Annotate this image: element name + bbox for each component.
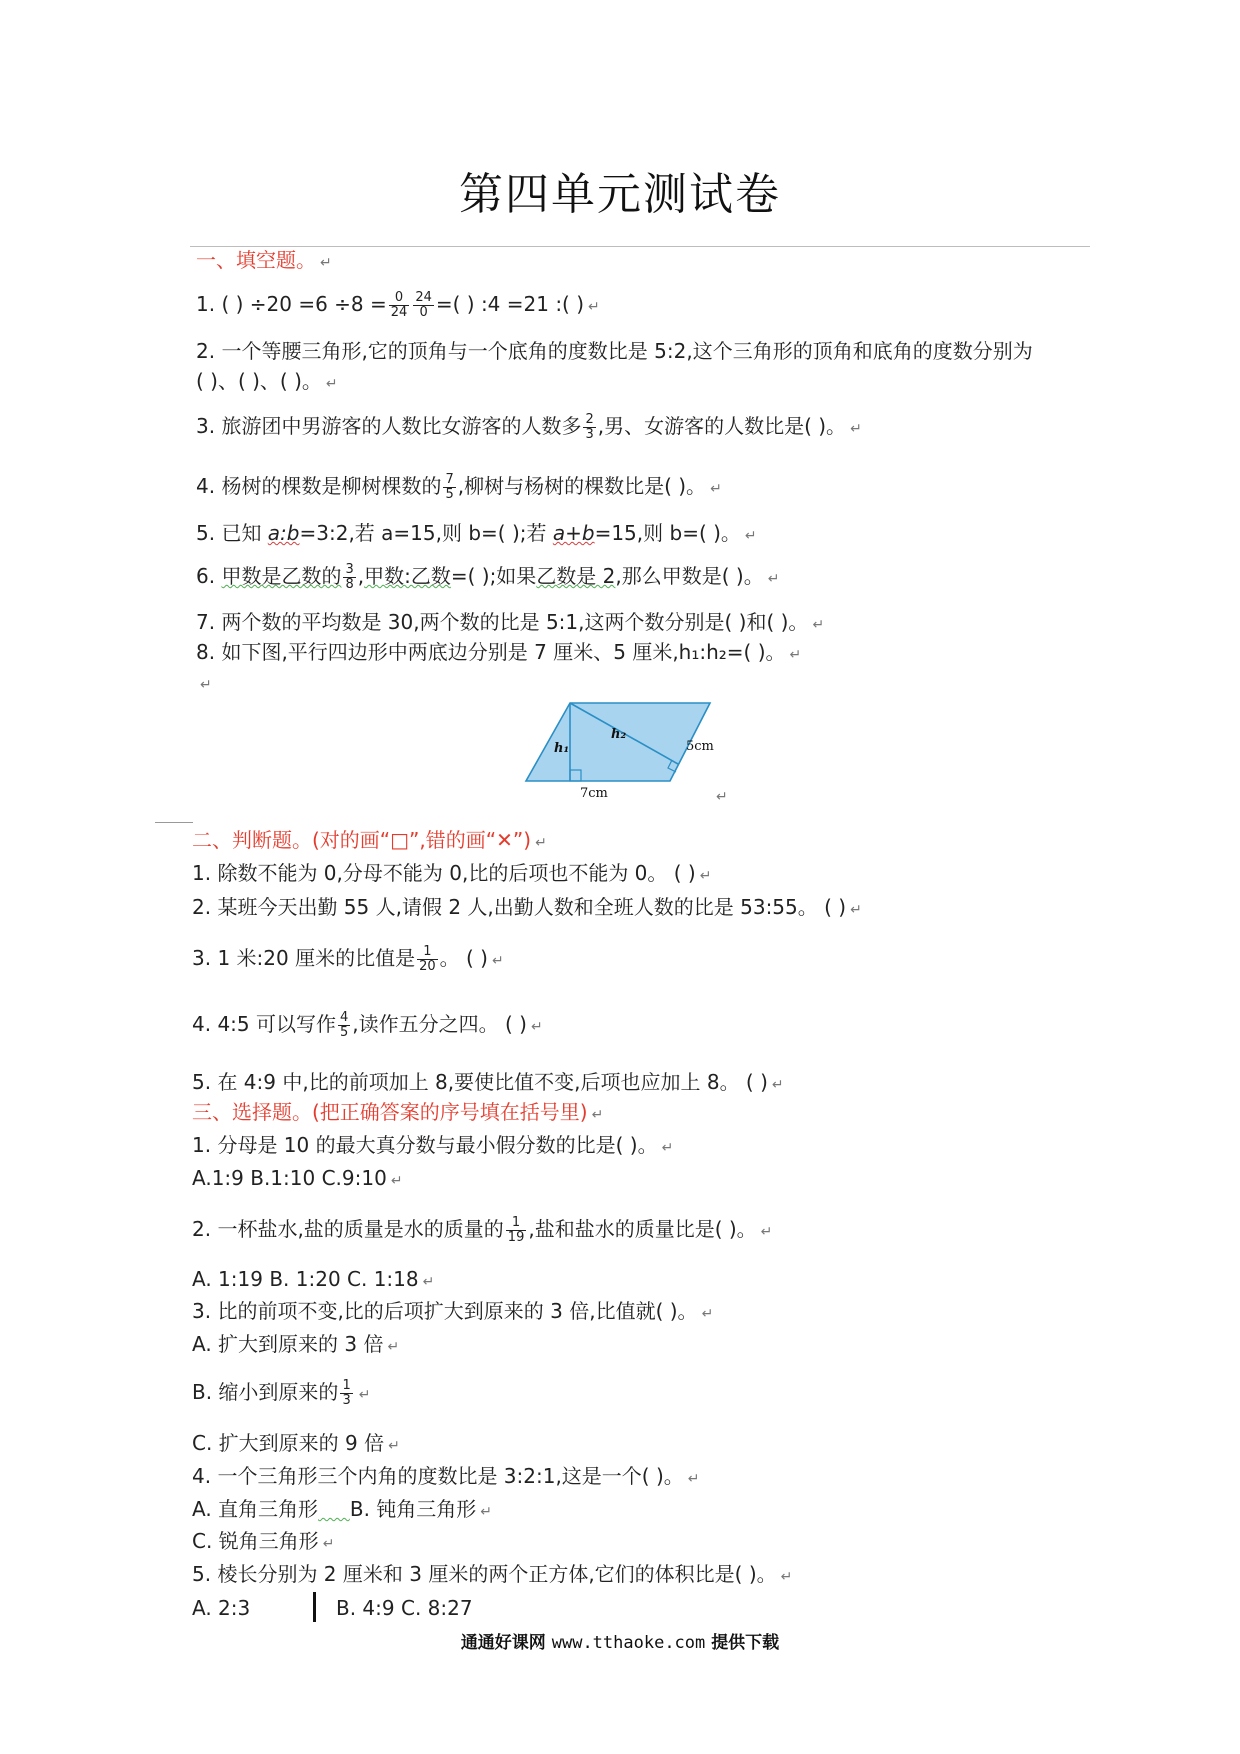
label-side-5cm: 5cm (686, 739, 714, 754)
label-base-7cm: 7cm (580, 786, 608, 798)
page-title: 第四单元测试卷 (459, 169, 781, 220)
question-3-3-option-a: A. 扩大到原来的 3 倍 ↵ (192, 1332, 400, 1356)
margin-mark (155, 822, 193, 823)
question-3-3-option-c: C. 扩大到原来的 9 倍 ↵ (192, 1431, 400, 1455)
question-3-1-options: A.1:9 B.1:10 C.9:10 ↵ (192, 1166, 403, 1190)
label-h2: h₂ (611, 727, 627, 742)
section2-heading: 二、判断题。(对的画“□”,错的画“✕”) ↵ (192, 828, 547, 852)
question-2-2: 2. 某班今天出勤 55 人,请假 2 人,出勤人数和全班人数的比是 53:55。 ( ) ↵ (192, 895, 862, 919)
question-3-4-options-ab: A. 直角三角形 B. 钝角三角形 ↵ (192, 1497, 493, 1521)
label-h1: h₁ (554, 741, 570, 756)
question-1-6: 6. 甲数是乙数的 $\frac{3}{8}$ ,甲数:乙数=( );如果乙数是 2,那么甲数是( )。 ↵ (196, 562, 780, 592)
question-3-5-options-bc: B. 4:9 C. 8:27 (336, 1596, 473, 1620)
question-3-5: 5. 棱长分别为 2 厘米和 3 厘米的两个正方体,它们的体积比是( )。 ↵ (192, 1562, 793, 1586)
figure-para-mark: ↵ (716, 789, 728, 805)
question-3-3: 3. 比的前项不变,比的后项扩大到原来的 3 倍,比值就( )。 ↵ (192, 1299, 714, 1323)
question-3-3-option-b: B. 缩小到原来的 $\frac{1}{3}$ ↵ (192, 1378, 371, 1408)
parallelogram-figure (518, 698, 738, 798)
question-3-5-option-a: A. 2:3 (192, 1596, 251, 1620)
question-1-7: 7. 两个数的平均数是 30,两个数的比是 5:1,这两个数分别是( )和( )。 ↵ (196, 610, 825, 634)
text-cursor-bar (313, 1592, 316, 1622)
question-2-3: 3. 1 米:20 厘米的比值是 $\frac{1}{20}$ 。 ( ) ↵ (192, 944, 504, 974)
question-1-4: 4. 杨树的棵数是柳树棵数的 $\frac{7}{5}$ ,柳树与杨树的棵数比是( )。 ↵ (196, 472, 722, 502)
question-3-4-option-c: C. 锐角三角形 ↵ (192, 1529, 335, 1553)
section3-heading: 三、选择题。(把正确答案的序号填在括号里) ↵ (192, 1100, 604, 1124)
question-1-2-line1: 2. 一个等腰三角形,它的顶角与一个底角的度数比是 5:2,这个三角形的顶角和底角的度数分别为 (196, 339, 1033, 363)
footer-credit: 通通好课网 www.tthaoke.com 提供下载 (460, 1633, 780, 1653)
question-3-4: 4. 一个三角形三个内角的度数比是 3:2:1,这是一个( )。 ↵ (192, 1464, 700, 1488)
question-1-2-line2: ( )、( )、( )。 ↵ (196, 369, 338, 393)
question-3-2-options: A. 1:19 B. 1:20 C. 1:18 ↵ (192, 1267, 435, 1291)
question-1-8: 8. 如下图,平行四边形中两底边分别是 7 厘米、5 厘米,h₁:h₂=( )。 ↵ (196, 640, 802, 664)
section1-heading: 一、填空题。 ↵ (196, 248, 332, 272)
question-2-5: 5. 在 4:9 中,比的前项加上 8,要使比值不变,后项也应加上 8。 ( ) ↵ (192, 1070, 784, 1094)
question-1-5: 5. 已知 a:b=3:2,若 a=15,则 b=( );若 a+b=15,则 b=( )。 ↵ (196, 521, 757, 545)
question-2-1: 1. 除数不能为 0,分母不能为 0,比的后项也不能为 0。 ( ) ↵ (192, 861, 712, 885)
question-3-1: 1. 分母是 10 的最大真分数与最小假分数的比是( )。 ↵ (192, 1133, 674, 1157)
question-1-1: 1. ( ) ÷20 =6 ÷8 = $\frac{0}{24}$ $\frac{24}{0}$ =( ) :4 =21 :( ) ↵ (196, 290, 600, 320)
question-3-2: 2. 一杯盐水,盐的质量是水的质量的 $\frac{1}{19}$ ,盐和盐水的质量比是( )。 ↵ (192, 1215, 773, 1245)
empty-paragraph: ↵ (200, 677, 212, 693)
question-1-3: 3. 旅游团中男游客的人数比女游客的人数多 $\frac{2}{3}$ ,男、女游客的人数比是( )。 ↵ (196, 412, 862, 442)
question-2-4: 4. 4:5 可以写作 $\frac{4}{5}$ ,读作五分之四。 ( ) ↵ (192, 1010, 543, 1040)
